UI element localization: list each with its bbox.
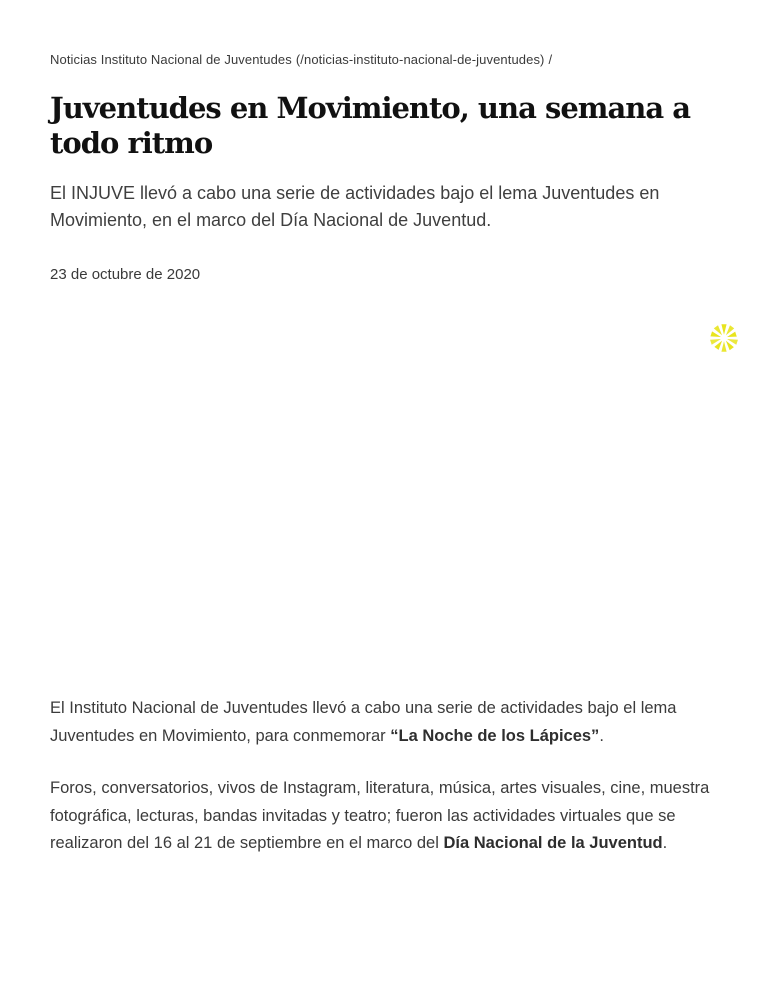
breadcrumb [50,51,730,69]
breadcrumb-link-label: Noticias Instituto Nacional de Juventudes [50,52,292,67]
asterisk-spinner-icon [709,323,739,353]
article-paragraph: Foros, conversatorios, vivos de Instagram, literatura, música, artes visuales, cine, muestra fotográfica, lecturas, bandas invitadas y teatro; fueron las actividades virtuales que se realizaron del 16 al 21 de septiembre en el marco del Día Nacional de la Juventud. [50,779,710,852]
breadcrumb-separator: / [548,52,553,67]
image-placeholder [50,285,730,695]
article-date: 23 de octubre de 2020 [50,266,201,283]
article-paragraph: El Instituto Nacional de Juventudes llevó a cabo una serie de actividades bajo el lema Juventudes en Movimiento, para conmemorar “La Noche de los Lápices”. [50,699,677,745]
breadcrumb-link-url: (/noticias-instituto-nacional-de-juventudes) [295,52,545,67]
page-title: Juventudes en Movimiento, una semana a todo ritmo [50,91,691,160]
article-lede: El INJUVE llevó a cabo una serie de actividades bajo el lema Juventudes en Movimiento, en el marco del Día Nacional de Juventud. [50,183,660,230]
breadcrumb-link[interactable] [50,52,545,67]
article [50,51,730,858]
